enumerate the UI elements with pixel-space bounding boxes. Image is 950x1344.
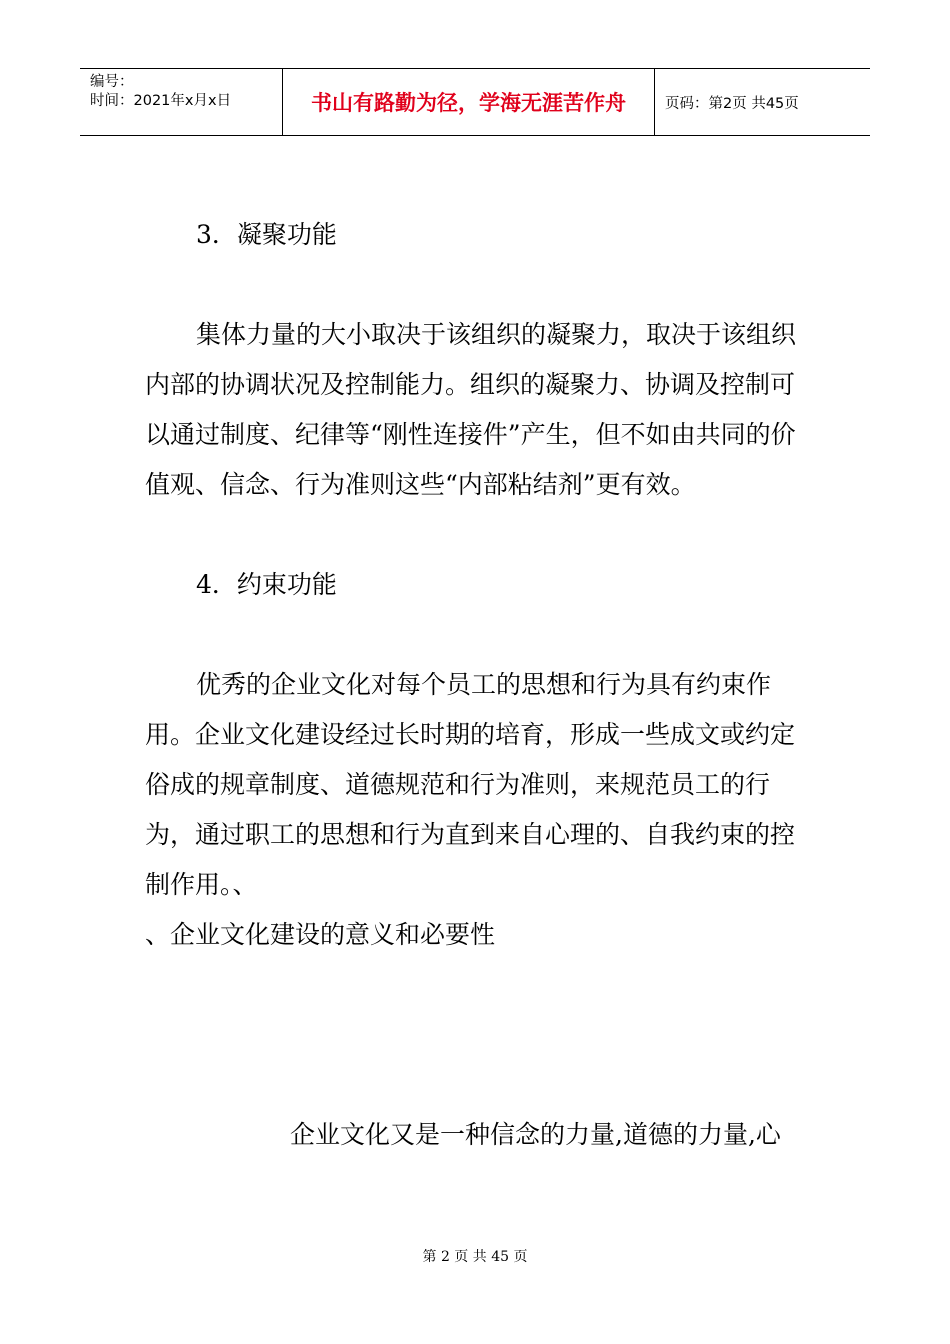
closing-paragraph: 企业文化又是一种信念的力量,道德的力量,心	[290, 1120, 781, 1149]
document-header	[80, 68, 870, 136]
section-4-paragraph: 优秀的企业文化对每个员工的思想和行为具有约束作用。企业文化建设经过长时期的培育，形成一些成文或约定俗成的规章制度、道德规范和行为准则，来规范员工的行为，通过职工的思想和行为直到来自心理的、自我约束的控制作用。、	[145, 670, 796, 899]
document-number-label: 编号：	[90, 74, 134, 90]
header-page-info: 页码：第2页 共45页	[665, 95, 799, 112]
section-3-heading: 3．凝聚功能	[196, 220, 337, 249]
header-motto: 书山有路勤为径，学海无涯苦作舟	[282, 69, 655, 135]
page-footer: 第 2 页 共 45 页	[422, 1249, 528, 1265]
header-meta	[80, 69, 282, 135]
document-date: 时间：2021年x月x日	[90, 93, 232, 109]
section-4-heading: 4．约束功能	[196, 570, 337, 599]
document-body	[145, 210, 810, 1160]
section-title: 、企业文化建设的意义和必要性	[145, 920, 496, 949]
section-3-paragraph: 集体力量的大小取决于该组织的凝聚力，取决于该组织内部的协调状况及控制能力。组织的凝聚力、协调及控制可以通过制度、纪律等“刚性连接件”产生，但不如由共同的价值观、信念、行为准则这些“内部粘结剂”更有效。	[145, 320, 797, 499]
